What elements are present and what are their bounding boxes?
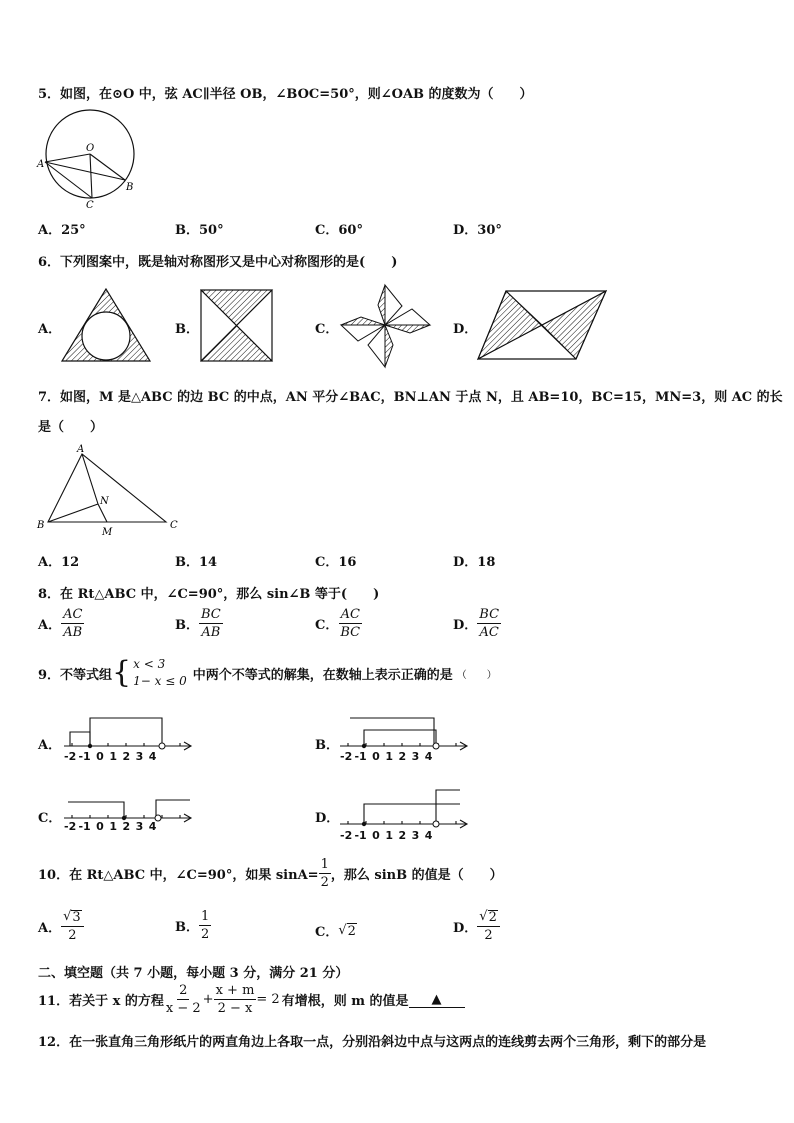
fraction-numerator: 2 — [179, 983, 188, 998]
q6-option-d-letter[interactable]: D． — [453, 322, 478, 337]
fraction-denominator: 2 — [484, 928, 493, 943]
q9-text — [38, 656, 497, 690]
q5-option-b[interactable]: B．50° — [175, 223, 224, 238]
fraction-numerator: AC — [63, 607, 83, 622]
q8-option-c[interactable] — [315, 608, 362, 639]
q9-prefix: 9．不等式组 — [38, 667, 113, 683]
q8-option-b-letter: B． — [175, 618, 199, 633]
q10-option-d[interactable] — [453, 910, 500, 942]
q5-option-a[interactable]: A．25° — [38, 223, 86, 238]
q11-plus: + — [202, 992, 214, 1007]
q9-paren: （ ） — [456, 669, 497, 681]
label-c: C — [170, 520, 178, 531]
tick-label: -1 — [354, 750, 367, 763]
q7-option-d[interactable]: D．18 — [453, 555, 496, 570]
q5-option-d[interactable]: D．30° — [453, 223, 502, 238]
tick-label: 2 — [122, 820, 131, 833]
tick-label: 2 — [398, 829, 407, 842]
segment-oc — [90, 154, 92, 198]
tick-label: 0 — [96, 750, 104, 763]
brace-icon: { — [112, 655, 132, 690]
q5-text: 5．如图，在⊙O 中，弦 AC∥半径 OB，∠BOC=50°，则∠OAB 的度数为（ ） — [38, 87, 533, 102]
q9-option-b-ticks — [340, 750, 432, 763]
tick-label: 1 — [385, 829, 393, 842]
tick-label: -2 — [340, 750, 353, 763]
q8-option-c-letter: C． — [315, 618, 339, 633]
segment-oa — [45, 154, 90, 162]
q8-option-d-fraction — [477, 608, 501, 639]
q10-option-b-fraction — [199, 910, 211, 941]
fraction-numerator: BC — [479, 607, 500, 622]
q10-suffix: ，那么 sinB 的值是（ ） — [330, 868, 503, 883]
label-a: A — [37, 159, 45, 170]
fraction-denominator: 2 — [320, 875, 329, 890]
label-a: A — [77, 444, 85, 455]
q10-text — [38, 858, 503, 889]
q11-fraction-1 — [164, 984, 203, 1015]
q10-option-b[interactable] — [175, 910, 211, 941]
q7-line1: 7．如图，M 是△ABC 的边 BC 的中点，AN 平分∠BAC，BN⊥AN 于点 N，且 AB=10，BC=15，MN=3，则 AC 的长 — [38, 390, 783, 405]
q11-equals: = 2 — [256, 992, 280, 1007]
tick-label: 2 — [122, 750, 131, 763]
sqrt-icon: √ 3 — [63, 909, 81, 925]
q10-option-b-letter: B． — [175, 920, 199, 935]
q6-option-a-letter[interactable]: A． — [38, 322, 62, 337]
tick-label: 4 — [148, 750, 157, 763]
q12-text: 12．在一张直角三角形纸片的两直角边上各取一点，分别沿斜边中点与这两点的连线剪去两个三角形，剩下的部分是 — [38, 1035, 707, 1050]
sqrt-icon: √ 2 — [479, 909, 497, 925]
q7-line2: 是（ ） — [38, 420, 104, 435]
tick-label: 0 — [96, 820, 104, 833]
label-c: C — [86, 200, 94, 211]
tick-label: 4 — [148, 820, 157, 833]
q6-option-c-letter[interactable]: C． — [315, 322, 339, 337]
q10-option-a-letter: A． — [38, 920, 62, 936]
tick-label: 3 — [411, 750, 420, 763]
q6-option-b-letter[interactable]: B． — [175, 322, 199, 337]
tick-label: 4 — [424, 829, 433, 842]
radicand: 2 — [347, 923, 356, 939]
tick-label: 1 — [109, 820, 117, 833]
q8-option-a[interactable] — [38, 608, 84, 639]
square-with-hatched-triangles-icon[interactable] — [200, 289, 274, 363]
q9-option-c-ticks — [64, 820, 156, 833]
q9-inequality-system — [112, 656, 187, 690]
q10-option-d-letter: D． — [453, 920, 478, 936]
tick-label: -2 — [64, 820, 77, 833]
label-b: B — [37, 520, 45, 531]
q8-option-b[interactable] — [175, 608, 223, 639]
fraction-numerator: 1 — [201, 909, 210, 924]
q9-option-a-ticks — [64, 750, 156, 763]
q8-option-a-letter: A． — [38, 618, 62, 633]
fraction-denominator: AB — [201, 625, 221, 640]
label-n: N — [100, 496, 109, 507]
fraction-denominator: AB — [63, 625, 83, 640]
q11-text — [38, 984, 465, 1015]
q8-option-c-fraction — [338, 608, 362, 639]
tick-label: 0 — [372, 750, 380, 763]
q5-circle-figure — [34, 104, 144, 212]
q7-option-c[interactable]: C．16 — [315, 555, 357, 570]
q9-option-a-letter[interactable]: A． — [38, 738, 62, 753]
q11-suffix: 有增根，则 m 的值是 — [281, 994, 409, 1009]
q9-suffix: 中两个不等式的解集，在数轴上表示正确的是 — [192, 667, 453, 683]
pinwheel-icon[interactable] — [338, 281, 433, 371]
q11-fraction-2 — [214, 984, 257, 1015]
q11-prefix: 11．若关于 x 的方程 — [38, 994, 164, 1009]
q8-text: 8．在 Rt△ABC 中，∠C=90°，那么 sin∠B 等于( ) — [38, 587, 380, 602]
tick-label: 3 — [135, 750, 144, 763]
q9-option-d-letter[interactable]: D． — [315, 811, 340, 826]
sqrt-icon: √ 2 — [338, 922, 356, 939]
q8-option-a-fraction — [61, 608, 84, 639]
label-m: M — [102, 527, 113, 538]
fraction-numerator: 1 — [320, 857, 329, 872]
tick-label: -2 — [340, 829, 353, 842]
fraction-denominator: AC — [479, 625, 499, 640]
fraction-denominator: 2 — [68, 928, 77, 943]
q8-option-b-fraction — [199, 608, 223, 639]
q9-inequality-2: 1− x ≤ 0 — [133, 674, 187, 688]
q8-option-d[interactable] — [453, 608, 501, 639]
q10-fraction — [319, 858, 331, 889]
label-o: O — [86, 143, 95, 154]
q11-answer-blank[interactable]: ▲ — [409, 992, 465, 1008]
tick-label: 2 — [398, 750, 407, 763]
q10-option-d-fraction — [477, 910, 500, 942]
fraction-denominator: 2 — [201, 927, 210, 942]
q10-option-c-letter: C． — [315, 925, 339, 940]
fraction-denominator: BC — [340, 625, 361, 640]
fraction-numerator: BC — [201, 607, 221, 622]
tick-label: -2 — [64, 750, 77, 763]
tick-label: 4 — [424, 750, 433, 763]
q5-option-c[interactable]: C．60° — [315, 223, 363, 238]
fraction-denominator: x − 2 — [165, 1001, 201, 1016]
q10-option-a[interactable] — [38, 910, 84, 942]
parallelogram-with-hatched-triangles-icon[interactable] — [476, 289, 608, 361]
q7-option-b[interactable]: B．14 — [175, 555, 218, 570]
tick-label: -1 — [78, 750, 91, 763]
triangle-with-circle-icon[interactable] — [60, 287, 152, 363]
tick-label: 0 — [372, 829, 380, 842]
q9-option-b-letter[interactable]: B． — [315, 738, 339, 753]
q10-prefix: 10．在 Rt△ABC 中，∠C=90°，如果 sinA= — [38, 868, 319, 883]
section2-title: 二、填空题（共 7 小题，每小题 3 分，满分 21 分） — [38, 966, 349, 981]
q8-option-d-letter: D． — [453, 618, 478, 633]
q6-text: 6．下列图案中，既是轴对称图形又是中心对称图形的是( ) — [38, 255, 398, 270]
q10-option-c[interactable] — [315, 921, 357, 940]
label-b: B — [126, 182, 134, 193]
q7-triangle-figure — [34, 442, 184, 538]
tick-label: 1 — [385, 750, 393, 763]
tick-label: -1 — [78, 820, 91, 833]
fraction-numerator: AC — [340, 607, 360, 622]
tick-label: 1 — [109, 750, 117, 763]
q10-option-a-fraction — [61, 910, 84, 942]
fraction-denominator: 2 − x — [217, 1001, 253, 1016]
tick-label: -1 — [354, 829, 367, 842]
q9-option-d-ticks — [340, 829, 432, 842]
tick-label: 3 — [135, 820, 144, 833]
q9-option-c-letter[interactable]: C． — [38, 811, 62, 826]
radicand: 3 — [72, 910, 81, 925]
tick-label: 3 — [411, 829, 420, 842]
fraction-numerator: x + m — [215, 983, 255, 998]
q9-inequality-1: x < 3 — [133, 657, 166, 671]
radicand: 2 — [488, 910, 497, 925]
q7-option-a[interactable]: A．12 — [38, 555, 80, 570]
